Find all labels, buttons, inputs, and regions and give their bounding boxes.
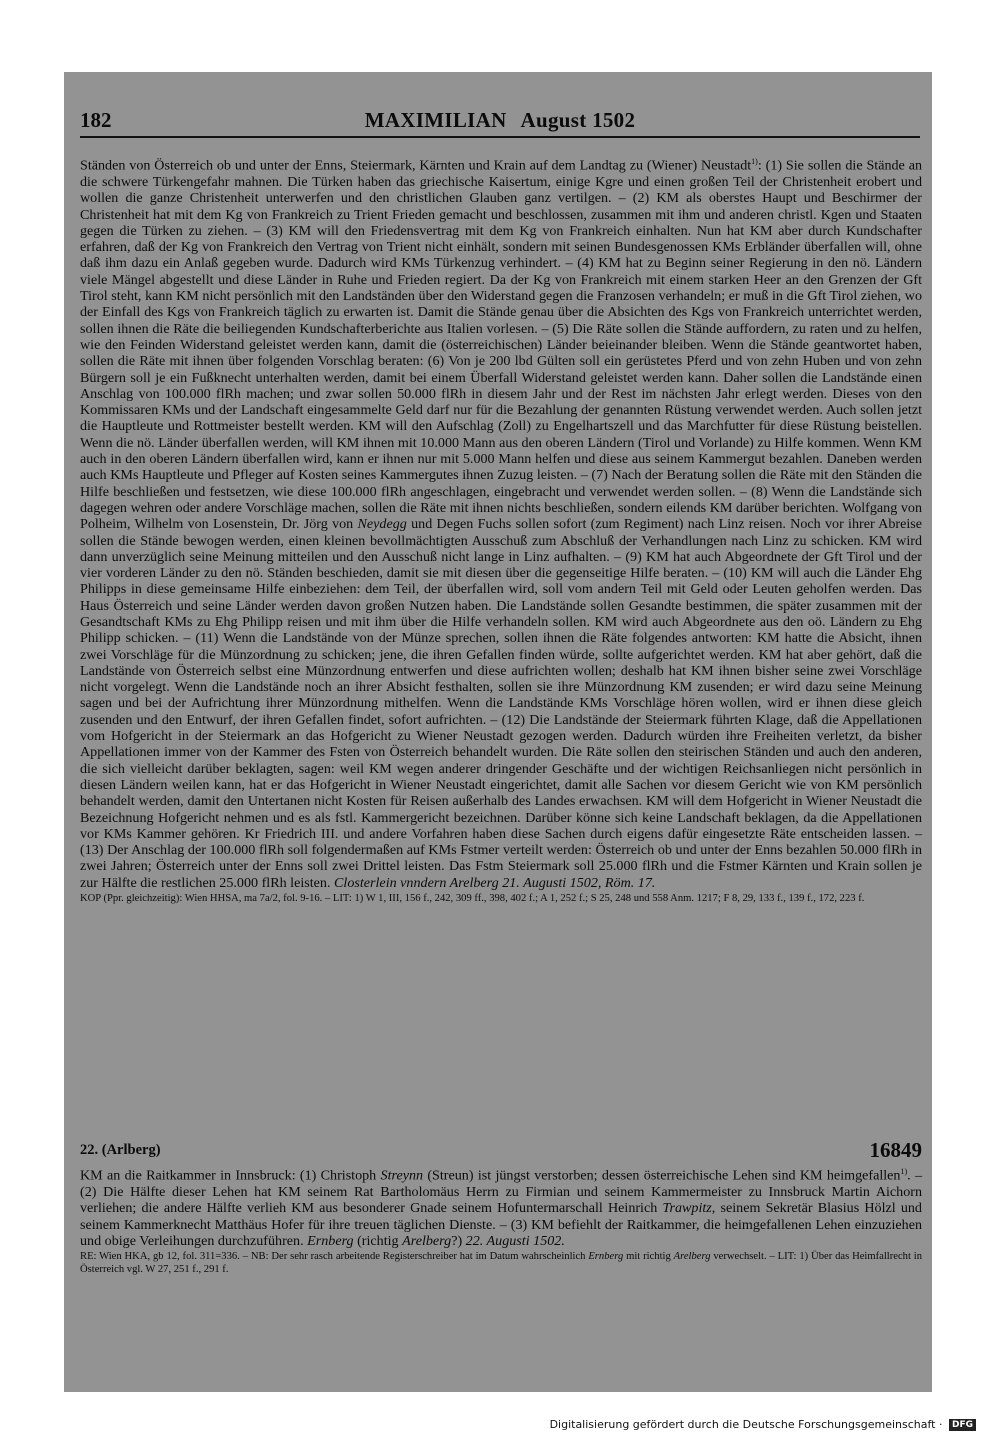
footnote-ref: 1)	[751, 157, 758, 166]
digitization-footer	[550, 1418, 976, 1431]
entry-notes: RE: Wien HKA, gb 12, fol. 311=336. – NB: Der sehr rasch arbeitende Registerschreiber hat im Datum wahrscheinlich Ernberg mit richtig Arelberg verwechselt. – LIT: 1) Über das Heimfallrecht in Österreich vgl. W 27, 251 f., 291 f.	[80, 1251, 922, 1275]
main-body	[80, 154, 922, 906]
header-rule	[80, 136, 920, 138]
main-paragraph: Ständen von Österreich ob und unter der Enns, Steiermark, Kärnten und Krain auf dem Landtag zu (Wiener) Neustadt$^{1)}$: (1) Sie sollen die Stände an die schwere Türkengefahr mahnen. Die Türken haben das griechische Kaisertum, einige Kgre und einen großen Teil der Christenheit erobert und wollen die ganze Christenheit unterwerfen und den christlichen Glauben ganz vertilgen. – (2) KM als oberstes Haupt und Beschirmer der Christenheit hat mit dem Kg von Frankreich zu Trient Frieden gemacht und beschlossen, zusammen mit ihm und anderen christl. Kgen und Staaten gegen die Türken zu ziehen. – (3) KM will den Friedensvertrag mit dem Kg von Frankreich einhalten. Nun hat KM aber durch Kundschafter erfahren, daß der Kg von Frankreich den Vertrag von Trient nicht einhält, sondern mit seinen Bundesgenossen KMs Erbländer überfallen will, ohne daß ihm dazu ein Anlaß gegeben wurde. Dadurch wird KMs Türkenzug verhindert. – (4) KM hat zu Beginn seiner Regierung in den nö. Ländern viele Mängel abgestellt und diese Länder in Ruhe und Frieden regiert. Da der Kg von Frankreich mit einem starken Heer an den Grenzen der Gft Tirol steht, kann KM nicht persönlich mit den Landständen über den Widerstand gegen die Franzosen verhandeln; er muß in die Gft Tirol ziehen, wo der Einfall des Kgs von Frankreich täglich zu erwarten ist. Damit die Stände genau über die Absichten des Kgs von Frankreich unterrichtet werden, sollen ihnen die Räte die beiliegenden Kundschafterberichte aus Italien vorlesen. – (5) Die Räte sollen die Stände auffordern, zu raten und zu helfen, wie den Feinden Widerstand geleistet werden kann, damit die (österreichischen) Länder beieinander bleiben. Wenn die Stände geantwortet haben, sollen die Räte mit ihnen über folgenden Vorschlag beraten: (6) Von je 200 lbd Gülten soll ein gerüstetes Pferd und von zehn Huben und von zehn Bürgern soll je ein Fußknecht unterhalten werden, damit bei einem Überfall Widerstand geleistet werden kann. Daher sollen die Landstände einen Anschlag von 100.000 flRh machen; und zwar sollen 50.000 flRh in diesem Jahr und der Rest im nächsten Jahr erlegt werden. Dieses von den Kommissaren KMs und der Landschaft eingesammelte Geld darf nur für die Bezahlung der genannten Rüstung verwendet werden. Auch sollen jetzt die Hauptleute und Rottmeister bestellt werden. KM will den Aufschlag (Zoll) zu Engelhartszell und das Marchfutter für diese Rüstung beistellen. Wenn die nö. Länder überfallen werden, will KM ihnen mit 10.000 Mann aus den oberen Ländern (Tirol und Vorlande) zu Hilfe kommen. Wenn KM auch in den oberen Ländern überfallen wird, kann er ihnen nur mit 5.000 Mann helfen und diese aus seinem Kammergut bezahlen. Daneben werden auch KMs Hauptleute und Pfleger auf Kosten seines Kammergutes ihnen Zuzug leisten. – (7) Nach der Beratung sollen die Räte mit den Ständen die Hilfe beschließen und festsetzen, wie diese 100.000 flRh angeschlagen, eingebracht und verwendet werden sollen. – (8) Wenn die Landstände sich dagegen wehren oder andere Vorschläge machen, sollen die Räte mit ihnen nichts beschließen, sondern eilends KM darüber berichten. Wolfgang von Polheim, Wilhelm von Losenstein, Dr. Jörg von Neydegg und Degen Fuchs sollen sofort (zum Regiment) nach Linz reisen. Noch vor ihrer Abreise sollen die Stände bewogen werden, einen kleinen bevollmächtigten Ausschuß zum Abschluß der Verhandlungen nach Linz zu schicken. KM wird dann unverzüglich seine Meinung mitteilen und den Ausschuß nicht lange in Linz aufhalten. – (9) KM hat auch Abgeordnete der Gft Tirol und der vier vorderen Länder zu den nö. Ständen beschieden, damit sie mit diesen über die gegenseitige Hilfe beraten. – (10) KM will auch die Länder Ehg Philipps in diese gemeinsame Hilfe einbeziehen: dem Teil, der überfallen wird, soll vom andern Teil mit Geld oder Leuten geholfen werden. Das Haus Österreich und seine Länder werden davon großen Nutzen haben. Die Landstände sollen Gesandte bestimmen, die später zusammen mit der Gesandtschaft KMs zu Ehg Philipp reisen und mit ihm über die Hilfe verhandeln sollen. KM wird auch Abgeordnete aus den oö. Ländern zu Ehg Philipp schicken. – (11) Wenn die Landstände von der Münze sprechen, sollen ihnen die Räte folgendes antworten: KM hatte die Absicht, ihnen zwei Vorschläge für die Münzordnung zu schicken; jene, die ihren Gefallen finden würde, sollte aufgerichtet werden. KM hat aber gehört, daß die Landstände von Österreich selbst eine Münzordnung entwerfen und diese aufrichten wollen; deshalb hat KM ihnen bisher seine zwei Vorschläge nicht vorgelegt. Wenn die Landstände noch an ihrer Absicht festhalten, sollen sie ihre Münzordnung KM zusenden; er wird dazu seine Meinung sagen und bei der Aufrichtung ihrer Münzordnung mithelfen. Wenn die Landstände KMs Vorschläge hören wollen, wird er ihnen diese gleich zusenden und den Entwurf, der ihren Gefallen findet, sofort aufrichten. – (12) Die Landstände der Steiermark führten Klage, daß die Appellationen vom Hofgericht in der Steiermark an das Hofgericht zu Wiener Neustadt gezogen werden. Dadurch würden ihre Freiheiten verletzt, da bisher Appellationen immer von der Kammer des Fsten von Österreich behandelt wurden. Die Räte sollen den steirischen Ständen und auch den anderen, die sich vielleicht darüber beklagten, sagen: weil KM wegen anderer dringender Geschäfte und der wichtigen Reichsanliegen nicht persönlich in diesen Ländern weilen kann, hat er das Hofgericht in Wiener Neustadt eingerichtet, damit alle Sachen vor diesem Gericht wie von KM persönlich behandelt werden, damit den Untertanen nicht Kosten für Reisen außerhalb des Landes erwachsen. KM will dem Hofgericht in Wiener Neustadt die Bezeichnung Hofgericht nehmen und es als fstl. Kammergericht bezeichnen. Darüber könne sich keine Landschaft beklagen, da die Appellationen vor KMs Kammer gehören. Kr Friedrich III. und andere Vorfahren haben diese Sachen durch eigens dafür eingesetzte Räte entscheiden lassen. – (13) Der Anschlag der 100.000 flRh soll folgendermaßen auf KMs Fstmer verteilt werden: Österreich ob und unter der Enns bezahlen 50.000 flRh in zwei Jahren; Österreich unter der Enns soll zwei Drittel leisten. Das Fstm Steiermark soll 25.000 flRh und die Fstmer Kärnten und Krain sollen je zur Hälfte die restlichen 25.000 flRh leisten. Closterlein vnndern Arelberg 21. Augusti 1502, Röm. 17.	[80, 157, 923, 891]
entry-id: 16849	[869, 1138, 922, 1162]
document-entry-16849	[80, 1140, 922, 1277]
entry-number: 22. (Arlberg)	[80, 1142, 161, 1158]
entry-paragraph: KM an die Raitkammer in Innsbruck: (1) Christoph Streynn (Streun) ist jüngst verstorben; dessen österreichische Lehen sind KM heimgefallen$^{1)}$. – (2) Die Hälfte dieser Lehen hat KM seinem Rat Bartholomäus Herrn zu Firmian und seinem Kammermeister zu Innsbruck Martin Aichorn verliehen; die andere Hälfte verlieh KM aus besonderer Gnade seinem Hofuntermarschall Heinrich Trawpitz, seinem Sekretär Blasius Hölzl und seinem Kammerknecht Matthäus Hofer für ihre treuen täglichen Dienste. – (3) KM befiehlt der Raitkammer, die heimgefallenen Lehen einzuziehen und obige Verleihungen durchzuführen. Ernberg (richtig Arelberg?) 22. Augusti 1502.	[80, 1167, 923, 1249]
source-notes: KOP (Ppr. gleichzeitig): Wien HHSA, ma 7a/2, fol. 9-16. – LIT: 1) W 1, III, 156 f., 242, 309 ff., 398, 402 f.; A 1, 252 f.; S 25, 248 und 558 Anm. 1217; F 8, 29, 133 f., 139 f., 172, 223 f.	[80, 893, 865, 905]
dfg-logo-icon: DFG	[949, 1419, 976, 1431]
page-number: 182	[80, 108, 112, 132]
footnote-ref: 1)	[900, 1167, 908, 1176]
running-title-date: August 1502	[520, 108, 636, 132]
page-header	[80, 108, 920, 138]
footer-credit: Digitalisierung gefördert durch die Deutsche Forschungsgemeinschaft ·	[549, 1418, 943, 1431]
entry-header	[80, 1140, 922, 1164]
running-title	[80, 108, 920, 133]
running-title-name: MAXIMILIAN	[364, 108, 507, 132]
